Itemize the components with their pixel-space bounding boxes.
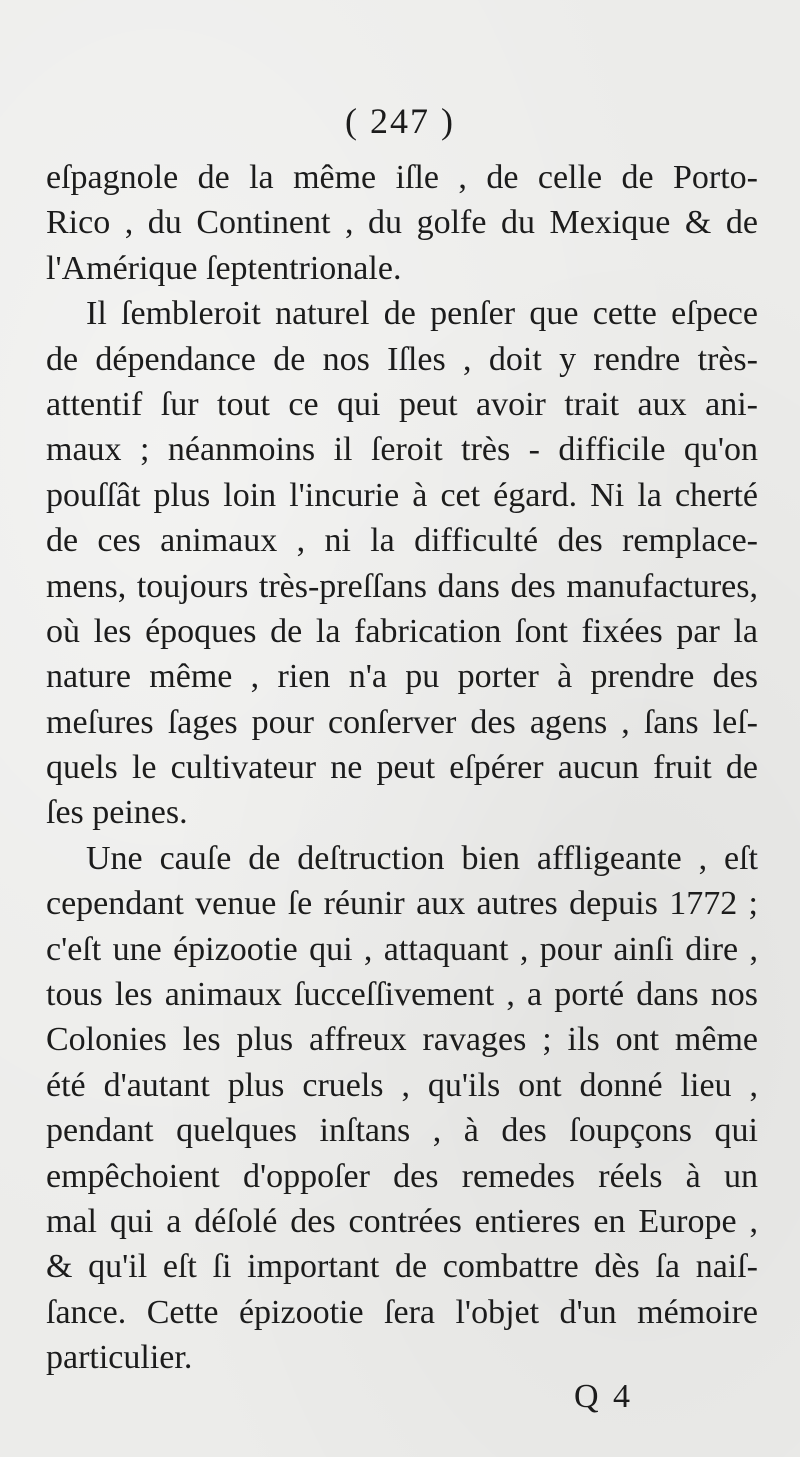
text-line: où les époques de la fabrication ſont fixées par la (46, 612, 758, 650)
text-line: ſance. Cette épizootie ſera l'objet d'un mémoire (46, 1293, 758, 1331)
body-text (46, 155, 758, 1381)
text-line: pendant quelques inſtans , à des ſoupçons qui (46, 1112, 758, 1150)
signature-mark: Q 4 (574, 1378, 634, 1415)
text-line: de dépendance de nos Iſles , doit y rendre très- (46, 340, 758, 378)
text-line: cependant venue ſe réunir aux autres depuis 1772 ; (46, 885, 758, 923)
text-line: empêchoient d'oppoſer des remedes réels à un (46, 1157, 758, 1195)
text-line: été d'autant plus cruels , qu'ils ont donné lieu , (46, 1066, 758, 1104)
text-line: meſures ſages pour conſerver des agens , ſans leſ- (46, 703, 758, 741)
text-line: eſpagnole de la même iſle , de celle de Porto- (46, 159, 758, 196)
text-line: ſes peines. (46, 794, 188, 832)
page-number: ( 247 ) (345, 101, 455, 141)
text-line: mal qui a déſolé des contrées entieres en Europe , (46, 1202, 758, 1240)
text-line: Colonies les plus affreux ravages ; ils ont même (46, 1021, 758, 1059)
text-line: maux ; néanmoins il ſeroit très - difficile qu'on (46, 431, 758, 469)
text-line: l'Amérique ſeptentrionale. (46, 249, 402, 287)
text-line: Une cauſe de deſtruction bien affligeante , eſt (86, 839, 758, 877)
text-line: Rico , du Continent , du golfe du Mexique & de (46, 204, 758, 242)
text-line: particulier. (46, 1339, 193, 1377)
text-line: & qu'il eſt ſi important de combattre dès ſa naiſ- (46, 1248, 758, 1286)
text-line: nature même , rien n'a pu porter à prendre des (46, 658, 758, 696)
text-line: c'eſt une épizootie qui , attaquant , pour ainſi dire , (46, 930, 758, 968)
text-line: pouſſât plus loin l'incurie à cet égard. Ni la cherté (46, 476, 758, 514)
text-line: quels le cultivateur ne peut eſpérer aucun fruit de (46, 749, 758, 787)
text-line: attentif ſur tout ce qui peut avoir trait aux ani- (46, 385, 758, 423)
text-line: mens, toujours très-preſſans dans des manufactures, (46, 567, 758, 605)
text-line: Il ſembleroit naturel de penſer que cette eſpece (86, 295, 758, 333)
text-line: de ces animaux , ni la difficulté des remplace- (46, 522, 758, 560)
text-line: tous les animaux ſucceſſivement , a porté dans nos (46, 976, 758, 1014)
